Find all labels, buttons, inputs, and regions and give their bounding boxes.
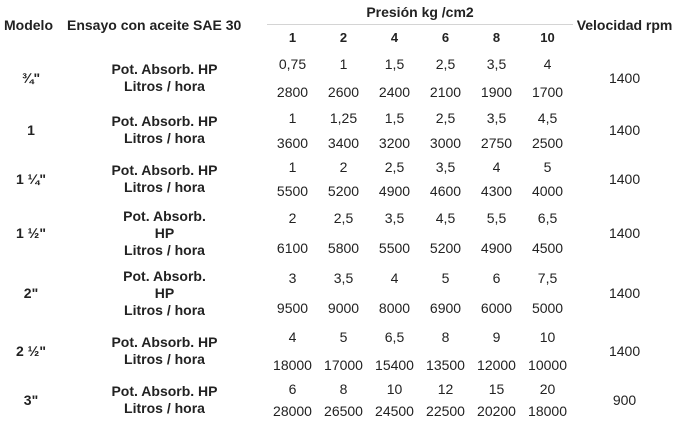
lph-value: 5200 [429,240,462,256]
lph-value: 4900 [378,183,411,199]
hp-value: 1,5 [384,109,405,126]
hp-value: 5 [543,159,552,175]
table-row [0,263,676,293]
hp-value: 7,5 [537,270,558,286]
hp-value: 1,25 [329,109,358,126]
test-cell [62,263,267,323]
lph-value: 6100 [276,240,309,256]
lph-value: 10000 [528,356,567,373]
lph-value: 15400 [375,356,414,373]
test-line: Pot. Absorb. HP [111,60,218,77]
header-pressure-value: 6 [441,30,450,45]
hp-value: 4 [492,159,501,175]
hp-value: 1 [288,159,297,175]
lph-value: 6900 [429,300,462,316]
hp-value: 3,5 [384,210,405,226]
lph-value: 1700 [531,83,564,100]
model-cell: ¾" [21,69,41,86]
lph-value: 28000 [273,403,312,419]
model-cell: 1 ½" [16,225,46,241]
speed-cell: 1400 [608,122,641,138]
lph-value: 4600 [429,183,462,199]
hp-value: 3,5 [486,56,507,72]
lph-value: 2500 [531,134,564,151]
lph-value: 2400 [378,83,411,100]
test-cell [62,323,267,378]
test-line: Pot. Absorb. [123,207,206,224]
test-line: Litros / hora [124,241,205,258]
table-row [0,323,676,351]
test-line: Litros / hora [124,350,205,367]
test-line: Litros / hora [124,77,205,94]
hp-value: 2,5 [384,159,405,175]
lph-value: 3200 [378,134,411,151]
hp-value: 6 [288,381,297,397]
test-line: Pot. Absorb. [123,267,206,284]
test-cell [62,378,267,422]
test-cell [62,155,267,203]
lph-value: 6000 [480,300,513,316]
lph-value: 5500 [276,183,309,199]
hp-value: 1,5 [384,56,405,72]
model-cell: 3" [23,392,39,408]
speed-cell: 1400 [608,69,641,86]
hp-value: 4,5 [435,210,456,226]
header-model: Modelo [4,17,53,33]
lph-value: 12000 [477,356,516,373]
lph-value: 18000 [273,356,312,373]
test-cell [62,105,267,155]
lph-value: 4300 [480,183,513,199]
hp-value: 10 [539,329,556,345]
hp-value: 1 [288,109,297,126]
speed-cell: 1400 [608,285,641,301]
table-row [0,50,676,78]
test-line: Litros / hora [124,400,205,416]
lph-value: 24500 [375,403,414,419]
hp-value: 10 [386,381,403,397]
test-cell [62,50,267,105]
hp-value: 15 [488,381,505,397]
hp-value: 6,5 [384,329,405,345]
lph-value: 20200 [477,403,516,419]
hp-value: 2,5 [333,210,354,226]
hp-value: 5 [339,329,348,345]
lph-value: 26500 [324,403,363,419]
speed-cell: 1400 [608,342,641,359]
hp-value: 4 [543,56,552,72]
lph-value: 1900 [480,83,513,100]
model-cell: 1 [27,122,35,138]
lph-value: 2800 [276,83,309,100]
hp-value: 20 [539,381,556,397]
header-pressure-value: 2 [339,30,348,45]
lph-value: 2100 [429,83,462,100]
hp-value: 2 [339,159,348,175]
table-row [0,203,676,233]
lph-value: 2600 [327,83,360,100]
lph-value: 3000 [429,134,462,151]
table-row [0,105,676,130]
test-line: Litros / hora [124,301,205,318]
header-pressure-value: 1 [288,30,297,45]
hp-value: 5 [441,270,450,286]
lph-value: 3600 [276,134,309,151]
lph-value: 5500 [378,240,411,256]
hp-value: 3,5 [435,159,456,175]
hp-value: 4,5 [537,109,558,126]
lph-value: 5200 [327,183,360,199]
table-row [0,378,676,400]
test-line: Litros / hora [124,130,205,146]
hp-value: 8 [441,329,450,345]
speed-cell: 900 [612,392,637,408]
header-pressure-value: 10 [540,30,555,45]
lph-value: 17000 [324,356,363,373]
lph-value: 4500 [531,240,564,256]
hp-value: 3,5 [486,109,507,126]
lph-value: 3400 [327,134,360,151]
model-cell: 2" [23,285,39,301]
test-line: Pot. Absorb. HP [111,113,218,129]
hp-value: 2 [288,210,297,226]
hp-value: 9 [492,329,501,345]
header-pressure-value: 8 [492,30,501,45]
lph-value: 4900 [480,240,513,256]
hp-value: 2,5 [435,109,456,126]
hp-value: 4 [390,270,399,286]
hp-value: 6 [492,270,501,286]
hp-value: 0,75 [278,56,307,72]
test-line: Pot. Absorb. HP [111,162,218,178]
table-row [0,155,676,179]
header-pressure: Presión kg /cm2 [267,0,573,25]
test-line: Pot. Absorb. HP [111,333,218,350]
lph-value: 22500 [426,403,465,419]
lph-value: 9000 [327,300,360,316]
test-line: Litros / hora [124,179,205,195]
table-body [0,50,676,422]
hp-value: 6,5 [537,210,558,226]
lph-value: 9500 [276,300,309,316]
hp-value: 2,5 [435,56,456,72]
hp-value: 3,5 [333,270,354,286]
test-line: HP [154,224,175,241]
lph-value: 4000 [531,183,564,199]
hp-value: 1 [339,56,348,72]
header-speed: Velocidad rpm [576,17,673,33]
lph-value: 5800 [327,240,360,256]
lph-value: 13500 [426,356,465,373]
hp-value: 3 [288,270,297,286]
model-cell: 1 ¼" [16,171,46,187]
hp-value: 12 [437,381,454,397]
model-cell: 2 ½" [16,342,46,359]
speed-cell: 1400 [608,171,641,187]
header-pressure-value: 4 [390,30,399,45]
test-line: HP [154,284,175,301]
hp-value: 5,5 [486,210,507,226]
test-cell [62,203,267,263]
hp-value: 4 [288,329,297,345]
lph-value: 5000 [531,300,564,316]
lph-value: 18000 [528,403,567,419]
hp-value: 8 [339,381,348,397]
test-line: Pot. Absorb. HP [111,383,218,399]
lph-value: 2750 [480,134,513,151]
speed-cell: 1400 [608,225,641,241]
lph-value: 8000 [378,300,411,316]
header-test: Ensayo con aceite SAE 30 [67,17,242,33]
